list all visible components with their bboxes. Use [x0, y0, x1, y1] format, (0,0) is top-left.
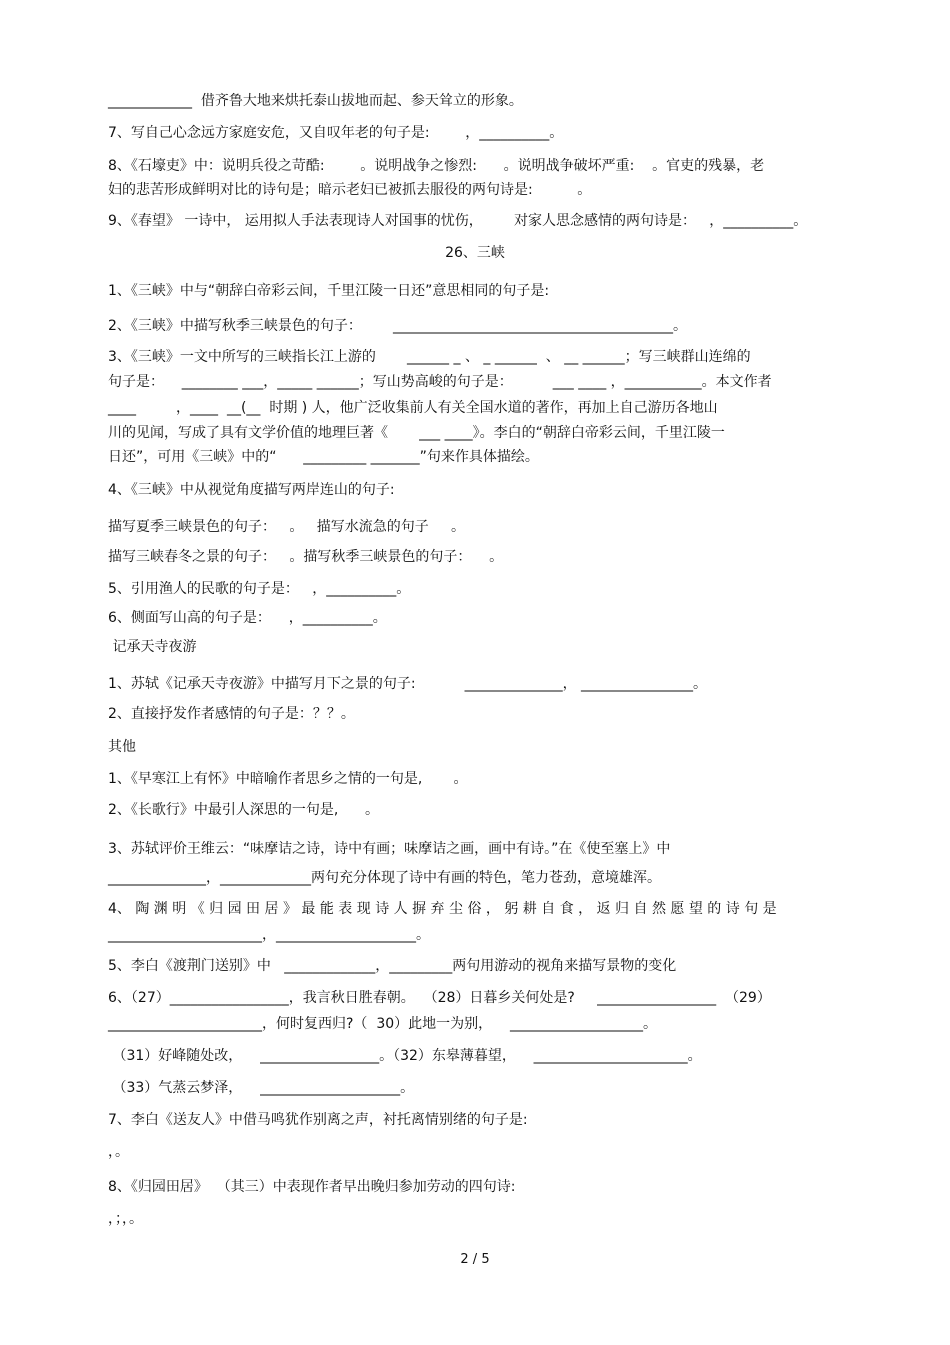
text-line-18: 6、侧面写山高的句子是： ，__________。 [108, 610, 387, 626]
text-line-16: 描写三峡春冬之景的句子： 。描写秋季三峡景色的句子： 。 [108, 549, 504, 565]
section-title-sanxia: 26、三峡 [445, 245, 505, 261]
text-line-8: 2、《三峡》中描写秋季三峡景色的句子： ________________________________________。 [108, 318, 688, 334]
text-line-37: ，；，。 [108, 1211, 143, 1227]
text-line-14: 4、《三峡》中从视觉角度描写两岸连山的句子: [108, 482, 395, 498]
page-number: 2 / 5 [460, 1252, 490, 1267]
text-line-32: （31）好峰随处改， _________________。（32）东皋薄暮望， ______________________。 [108, 1048, 702, 1064]
text-line-28: ______________________，____________________。 [108, 927, 430, 943]
text-line-17: 5、引用渔人的民歌的句子是： ，__________。 [108, 581, 411, 597]
text-line-34: 7、李白《送友人》中借马鸣犹作别离之声，衬托离情别绪的句子是: [108, 1112, 528, 1128]
text-line-2: 7、写自己心念远方家庭安危，又自叹年老的句子是: ，__________。 [108, 125, 564, 141]
text-line-33: （33）气蒸云梦泽， ____________________。 [108, 1080, 415, 1096]
text-line-10: 句子是： ________ ___，_____ ______；写山势高峻的句子是： ___ ____ ，___________。本文作者 [108, 374, 772, 390]
text-line-29: 5、李白《渡荆门送别》中 _____________，_________两句用游动的视角来描写景物的变化 [108, 958, 677, 974]
text-line-9: 3、《三峡》一文中所写的三峡指长江上游的 ______ _ 、 _ ______ 、 __ ______；写三峡群山连绵的 [108, 349, 751, 365]
text-line-31: ______________________，何时复西归?（ 30）此地一为别， ___________________。 [108, 1016, 657, 1032]
text-line-4: 妇的悲苦形成鲜明对比的诗句是；暗示老妇已被抓去服役的两句诗是: 。 [108, 182, 592, 198]
text-line-26: ______________，_____________两句充分体现了诗中有画的特色，笔力苍劲，意境雄浑。 [108, 870, 661, 886]
text-line-25: 3、苏轼评价王维云：“味摩诘之诗，诗中有画；味摩诘之画，画中有诗。”在《使至塞上》中 [108, 841, 671, 857]
text-line-15: 描写夏季三峡景色的句子： 。 描写水流急的句子 。 [108, 519, 465, 535]
section-title-other: 其他 [108, 739, 136, 755]
text-line-27: 4、 陶 渊 明 《 归 园 田 居 》 最 能 表 现 诗 人 摒 弃 尘 俗 ， 躬 耕 自 食 ， 返 归 自 然 愿 望 的 诗 句 是 [108, 901, 777, 917]
text-line-7: 1、《三峡》中与“朝辞白帝彩云间，千里江陵一日还”意思相同的句子是: [108, 283, 550, 299]
text-line-20: 1、苏轼《记承天寺夜游》中描写月下之景的句子: ______________， ________________。 [108, 676, 708, 692]
text-line-23: 1、《早寒江上有怀》中暗喻作者思乡之情的一句是, 。 [108, 771, 468, 787]
text-line-35: ，。 [108, 1144, 129, 1160]
text-line-30: 6、（27）_________________，我言秋日胜春朝。 （28）日暮乡关何处是? _________________ （29） [108, 990, 771, 1006]
text-line-21: 2、直接抒发作者感情的句子是：？？。 [108, 706, 355, 722]
text-line-11: ____ ，____ __(__ 时期 ) 人，他广泛收集前人有关全国水道的著作，再加上自己游历各地山 [108, 400, 718, 416]
text-line-24: 2、《长歌行》中最引人深思的一句是, 。 [108, 802, 380, 818]
text-line-1: ____________ 借齐鲁大地来烘托泰山拔地而起、参天耸立的形象。 [108, 93, 523, 109]
text-line-5: 9、《春望》 一诗中， 运用拟人手法表现诗人对国事的忧伤， 对家人思念感情的两句诗是： ，__________。 [108, 213, 808, 229]
text-line-36: 8、《归园田居》 （其三）中表现作者早出晚归参加劳动的四句诗: [108, 1179, 516, 1195]
text-line-3: 8、《石壕吏》中：说明兵役之苛酷: 。说明战争之惨烈: 。说明战争破坏严重: 。官吏的残暴，老 [108, 158, 765, 174]
text-line-13: 日还”，可用《三峡》中的“ _________ _______”句来作具体描绘。 [108, 449, 539, 465]
text-line-12: 川的见闻，写成了具有文学价值的地理巨著《 ___ ____》。李白的“朝辞白帝彩云间，千里江陵一 [108, 425, 725, 441]
section-title-chengtiansi: 记承天寺夜游 [108, 639, 197, 655]
